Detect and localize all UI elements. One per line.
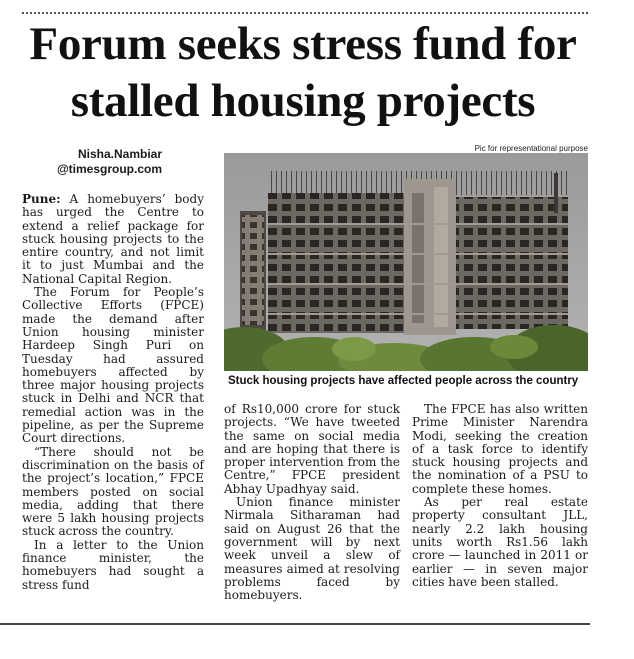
paragraph: The FPCE has also written Prime Minister Narendra Modi, seeking the creation of a task force to identify stuck housing projects and the nomination of a PSU to complete these homes.	[412, 402, 588, 496]
paragraph	[22, 193, 204, 286]
bottom-rule	[0, 623, 590, 625]
article-photo	[224, 153, 588, 371]
byline	[52, 147, 162, 177]
headline-line-2: stalled housing projects	[70, 75, 536, 127]
top-dotted-rule	[22, 12, 588, 14]
paragraph: of Rs10,000 crore for stuck projects. “We have tweeted the same on social media and are hoping that there is proper intervention from the Centre,” FPCE president Abhay Upadhyay said.	[224, 402, 400, 496]
headline	[0, 16, 606, 130]
paragraph: In a letter to the Union finance minister, the homebuyers had sought a stress fund	[22, 537, 204, 592]
paragraph-text: A homebuyers’ body has urged the Centre to extend a relief package for stuck housing projects to the entire country, and not limit it to just Mumbai and the National Capital Region.	[22, 192, 204, 286]
photo-caption: Stuck housing projects have affected people across the country	[228, 375, 579, 387]
byline-email: @timesgroup.com	[56, 162, 162, 176]
byline-name: Nisha.Nambiar	[77, 147, 162, 161]
article-column-3	[412, 403, 588, 589]
dateline: Pune:	[22, 192, 61, 206]
stalled-buildings-illustration	[224, 153, 588, 371]
paragraph: The Forum for People’s Collective Efforts (FPCE) made the demand after Union housing minister Hardeep Singh Puri on Tuesday had assured homebuyers affected by three major housing projects stuck in Delhi and NCR that remedial action was in the pipeline, as per the Supreme Court directions.	[22, 285, 204, 446]
paragraph: “There should not be discrimination on the basis of the project’s location,” FPCE members posted on social media, adding that there were 5 lakh housing projects stuck across the country.	[22, 444, 204, 539]
paragraph: As per real estate property consultant JLL, nearly 2.2 lakh housing units worth Rs1.56 lakh crore — launched in 2011 or earlier — in seven major cities have been stalled.	[412, 495, 588, 589]
photo-credit: Pic for representational purpose	[474, 144, 588, 153]
article-column-1	[22, 193, 204, 592]
article-column-2	[224, 403, 400, 602]
paragraph: Union finance minister Nirmala Sitharaman had said on August 26 that the government will by next week unveil a slew of measures aimed at resolving problems faced by homebuyers.	[224, 495, 400, 603]
headline-line-1: Forum seeks stress fund for	[29, 18, 577, 70]
